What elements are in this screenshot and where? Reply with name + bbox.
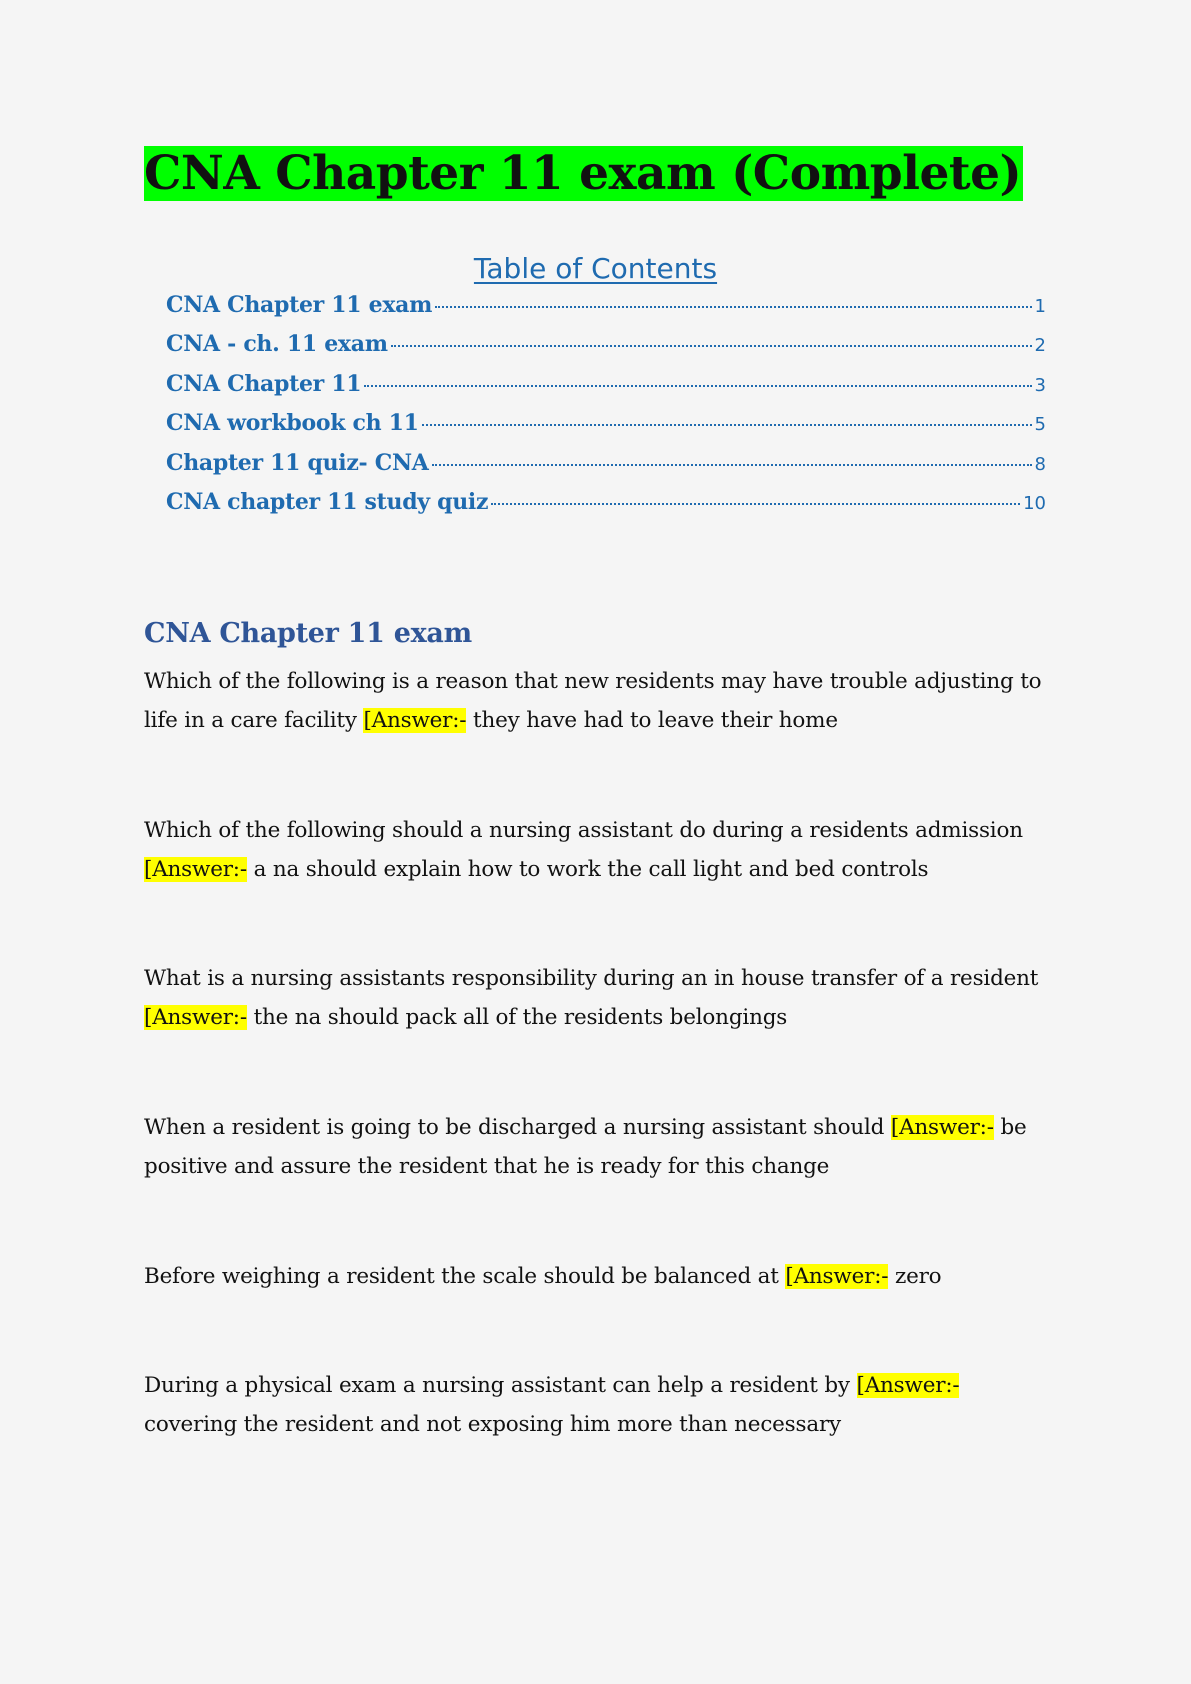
answer-text: be positive and assure the resident that he is ready for this change bbox=[144, 1115, 1027, 1179]
toc-entry-cna-workbook-ch-11[interactable] bbox=[166, 410, 1046, 449]
toc-entry-page: 10 bbox=[1023, 492, 1046, 514]
toc-entry-cna-chapter-11-study-quiz[interactable] bbox=[166, 489, 1046, 528]
toc-entry-label: CNA Chapter 11 bbox=[166, 370, 362, 397]
answer-text: zero bbox=[894, 1264, 942, 1289]
qa-item-2 bbox=[144, 811, 1049, 889]
toc-entry-page: 2 bbox=[1034, 335, 1046, 357]
toc-entry-page: 8 bbox=[1034, 453, 1046, 475]
table-of-contents bbox=[166, 292, 1046, 528]
toc-entry-page: 3 bbox=[1034, 374, 1046, 396]
document-title bbox=[144, 145, 1023, 203]
answer-marker: [Answer:- bbox=[144, 1005, 247, 1030]
qa-item-4 bbox=[144, 1108, 1049, 1186]
question-text: When a resident is going to be discharged a nursing assistant should bbox=[144, 1115, 885, 1140]
document-title-text: CNA Chapter 11 exam (Complete) bbox=[144, 146, 1022, 201]
section-heading: CNA Chapter 11 exam bbox=[144, 618, 472, 649]
toc-leader-dots bbox=[391, 345, 1032, 347]
answer-text: they have had to leave their home bbox=[473, 708, 838, 733]
toc-leader-dots bbox=[422, 424, 1032, 426]
question-text: Before weighing a resident the scale should be balanced at bbox=[144, 1264, 779, 1289]
toc-heading: Table of Contents bbox=[473, 252, 718, 285]
toc-entry-chapter-11-quiz-cna[interactable] bbox=[166, 450, 1046, 489]
answer-marker: [Answer:- bbox=[144, 857, 247, 882]
answer-text: covering the resident and not exposing him more than necessary bbox=[144, 1412, 841, 1437]
question-text: Which of the following should a nursing assistant do during a residents admission bbox=[144, 818, 1023, 843]
answer-text: a na should explain how to work the call light and bed controls bbox=[253, 857, 929, 882]
answer-marker: [Answer:- bbox=[890, 1115, 994, 1140]
toc-entry-label: Chapter 11 quiz- CNA bbox=[166, 449, 429, 476]
toc-entry-page: 5 bbox=[1034, 414, 1046, 436]
toc-entry-page: 1 bbox=[1034, 296, 1046, 317]
toc-leader-dots bbox=[432, 464, 1032, 466]
toc-entry-cna-chapter-11-exam[interactable] bbox=[166, 292, 1046, 331]
answer-marker: [Answer:- bbox=[363, 708, 467, 733]
answer-text: the na should pack all of the residents belongings bbox=[253, 1005, 788, 1030]
toc-entry-label: CNA Chapter 11 exam bbox=[166, 292, 433, 318]
toc-entry-cna-ch-11-exam[interactable] bbox=[166, 331, 1046, 370]
question-text: What is a nursing assistants responsibility during an in house transfer of a resident bbox=[144, 966, 1039, 991]
toc-leader-dots bbox=[491, 503, 1020, 505]
qa-item-3 bbox=[144, 959, 1049, 1037]
answer-marker: [Answer:- bbox=[856, 1373, 960, 1398]
qa-item-6 bbox=[144, 1366, 1049, 1444]
toc-entry-label: CNA workbook ch 11 bbox=[166, 410, 419, 437]
toc-leader-dots bbox=[435, 306, 1031, 308]
qa-item-1 bbox=[144, 662, 1049, 740]
question-text: Which of the following is a reason that new residents may have trouble adjusting to life in a care facility bbox=[144, 669, 1042, 733]
answer-marker: [Answer:- bbox=[785, 1264, 889, 1289]
toc-entry-label: CNA chapter 11 study quiz bbox=[166, 488, 489, 515]
qa-item-5 bbox=[144, 1257, 1049, 1296]
toc-entry-label: CNA - ch. 11 exam bbox=[166, 331, 388, 358]
toc-entry-cna-chapter-11[interactable] bbox=[166, 371, 1046, 410]
question-text: During a physical exam a nursing assistant can help a resident by bbox=[144, 1373, 850, 1398]
toc-leader-dots bbox=[364, 385, 1031, 387]
